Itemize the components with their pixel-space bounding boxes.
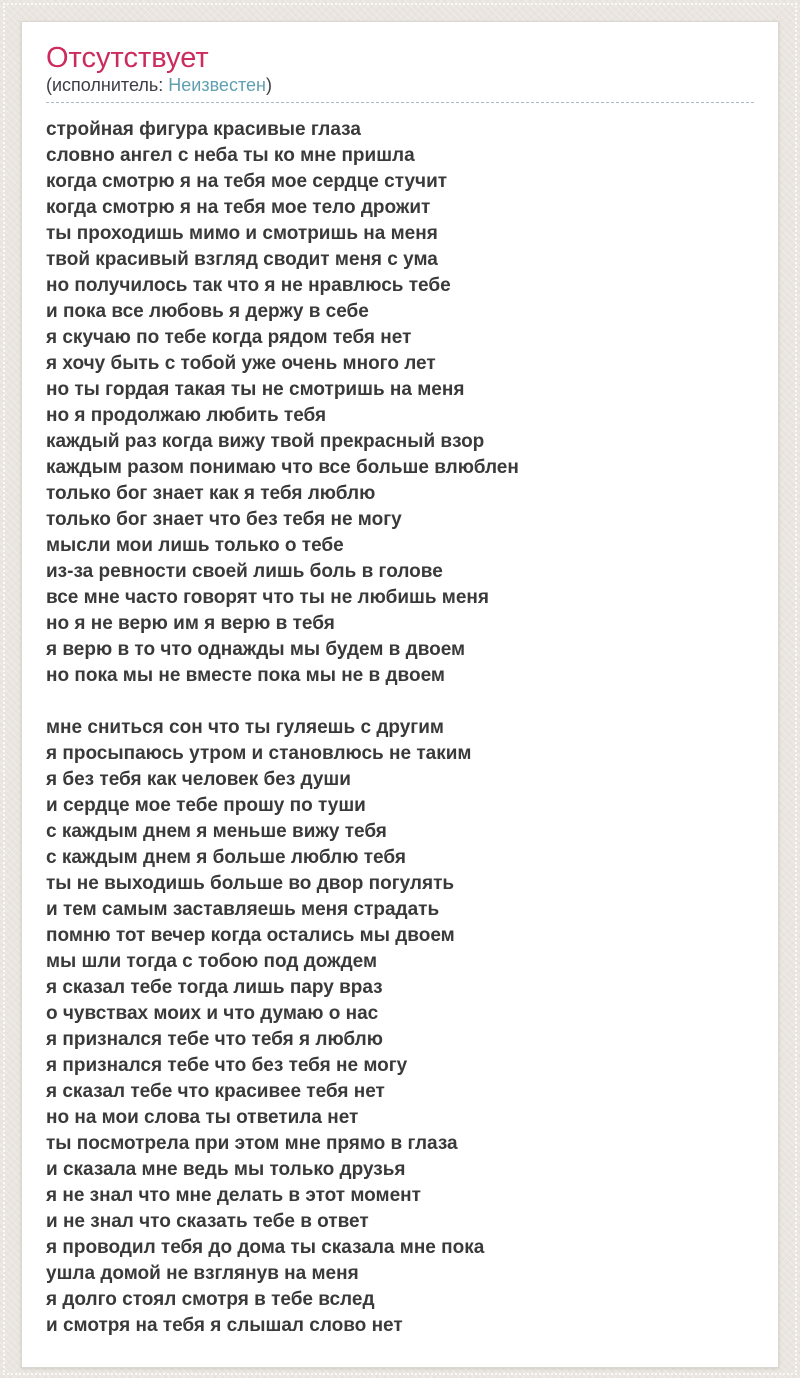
lyric-line: ты проходишь мимо и смотришь на меня (46, 223, 438, 244)
lyric-line: из-за ревности своей лишь боль в голове (46, 561, 443, 582)
lyric-line: но пока мы не вместе пока мы не в двоем (46, 665, 445, 686)
lyric-line: ушла домой не взглянув на меня (46, 1263, 359, 1284)
lyric-line: помню тот вечер когда остались мы двоем (46, 925, 455, 946)
lyric-line: я признался тебе что без тебя не могу (46, 1055, 408, 1076)
lyric-line: мысли мои лишь только о тебе (46, 535, 344, 556)
lyric-line: я без тебя как человек без души (46, 769, 351, 790)
lyric-line: словно ангел с неба ты ко мне пришла (46, 145, 415, 166)
lyric-line: ты не выходишь больше во двор погулять (46, 873, 455, 894)
lyric-line: но я не верю им я верю в тебя (46, 613, 335, 634)
lyric-line: мы шли тогда с тобою под дождем (46, 951, 378, 972)
lyric-line: с каждым днем я больше люблю тебя (46, 847, 406, 868)
stanza (46, 715, 754, 1339)
lyric-line: я проводил тебя до дома ты сказала мне пока (46, 1237, 485, 1258)
lyric-line: я скучаю по тебе когда рядом тебя нет (46, 327, 412, 348)
lyric-line: но я продолжаю любить тебя (46, 405, 327, 426)
lyric-line: я не знал что мне делать в этот момент (46, 1185, 421, 1206)
lyric-line: я хочу быть с тобой уже очень много лет (46, 353, 436, 374)
lyric-line: и пока все любовь я держу в себе (46, 301, 369, 322)
lyric-line: и тем самым заставляешь меня страдать (46, 899, 440, 920)
lyric-line: но получилось так что я не нравлюсь тебе (46, 275, 451, 296)
lyric-line: твой красивый взгляд сводит меня с ума (46, 249, 438, 270)
lyric-line: и сказала мне ведь мы только друзья (46, 1159, 406, 1180)
lyrics (46, 117, 754, 1339)
lyric-line: и сердце мое тебе прошу по туши (46, 795, 366, 816)
artist-line (46, 74, 754, 103)
artist-label-prefix: (исполнитель: (46, 75, 169, 95)
lyric-line: но ты гордая такая ты не смотришь на меня (46, 379, 465, 400)
lyric-line: я просыпаюсь утром и становлюсь не таким (46, 743, 472, 764)
lyric-line: я сказал тебе что красивее тебя нет (46, 1081, 385, 1102)
lyric-line: о чувствах моих и что думаю о нас (46, 1003, 379, 1024)
lyric-line: и смотря на тебя я слышал слово нет (46, 1315, 403, 1336)
artist-link[interactable]: Неизвестен (168, 75, 266, 95)
song-title: Отсутствует (46, 42, 209, 74)
lyric-line: только бог знает как я тебя люблю (46, 483, 376, 504)
lyric-line: каждый раз когда вижу твой прекрасный взор (46, 431, 485, 452)
lyric-line: я верю в то что однажды мы будем в двоем (46, 639, 466, 660)
artist-label-suffix: ) (265, 75, 272, 95)
lyric-line: когда смотрю я на тебя мое сердце стучит (46, 171, 448, 192)
lyric-line: только бог знает что без тебя не могу (46, 509, 402, 530)
lyric-line: с каждым днем я меньше вижу тебя (46, 821, 387, 842)
lyric-line: когда смотрю я на тебя мое тело дрожит (46, 197, 431, 218)
lyric-line: я долго стоял смотря в тебе вслед (46, 1289, 375, 1310)
lyric-line: мне сниться сон что ты гуляешь с другим (46, 717, 444, 738)
lyric-line: и не знал что сказать тебе в ответ (46, 1211, 369, 1232)
lyric-line: я признался тебе что тебя я люблю (46, 1029, 383, 1050)
lyric-line: я сказал тебе тогда лишь пару враз (46, 977, 383, 998)
lyric-line: но на мои слова ты ответила нет (46, 1107, 359, 1128)
lyric-line: ты посмотрела при этом мне прямо в глаза (46, 1133, 458, 1154)
stanza (46, 117, 754, 689)
lyrics-card (21, 21, 779, 1368)
lyric-line: стройная фигура красивые глаза (46, 119, 361, 140)
lyric-line: все мне часто говорят что ты не любишь меня (46, 587, 489, 608)
lyric-line: каждым разом понимаю что все больше влюблен (46, 457, 519, 478)
